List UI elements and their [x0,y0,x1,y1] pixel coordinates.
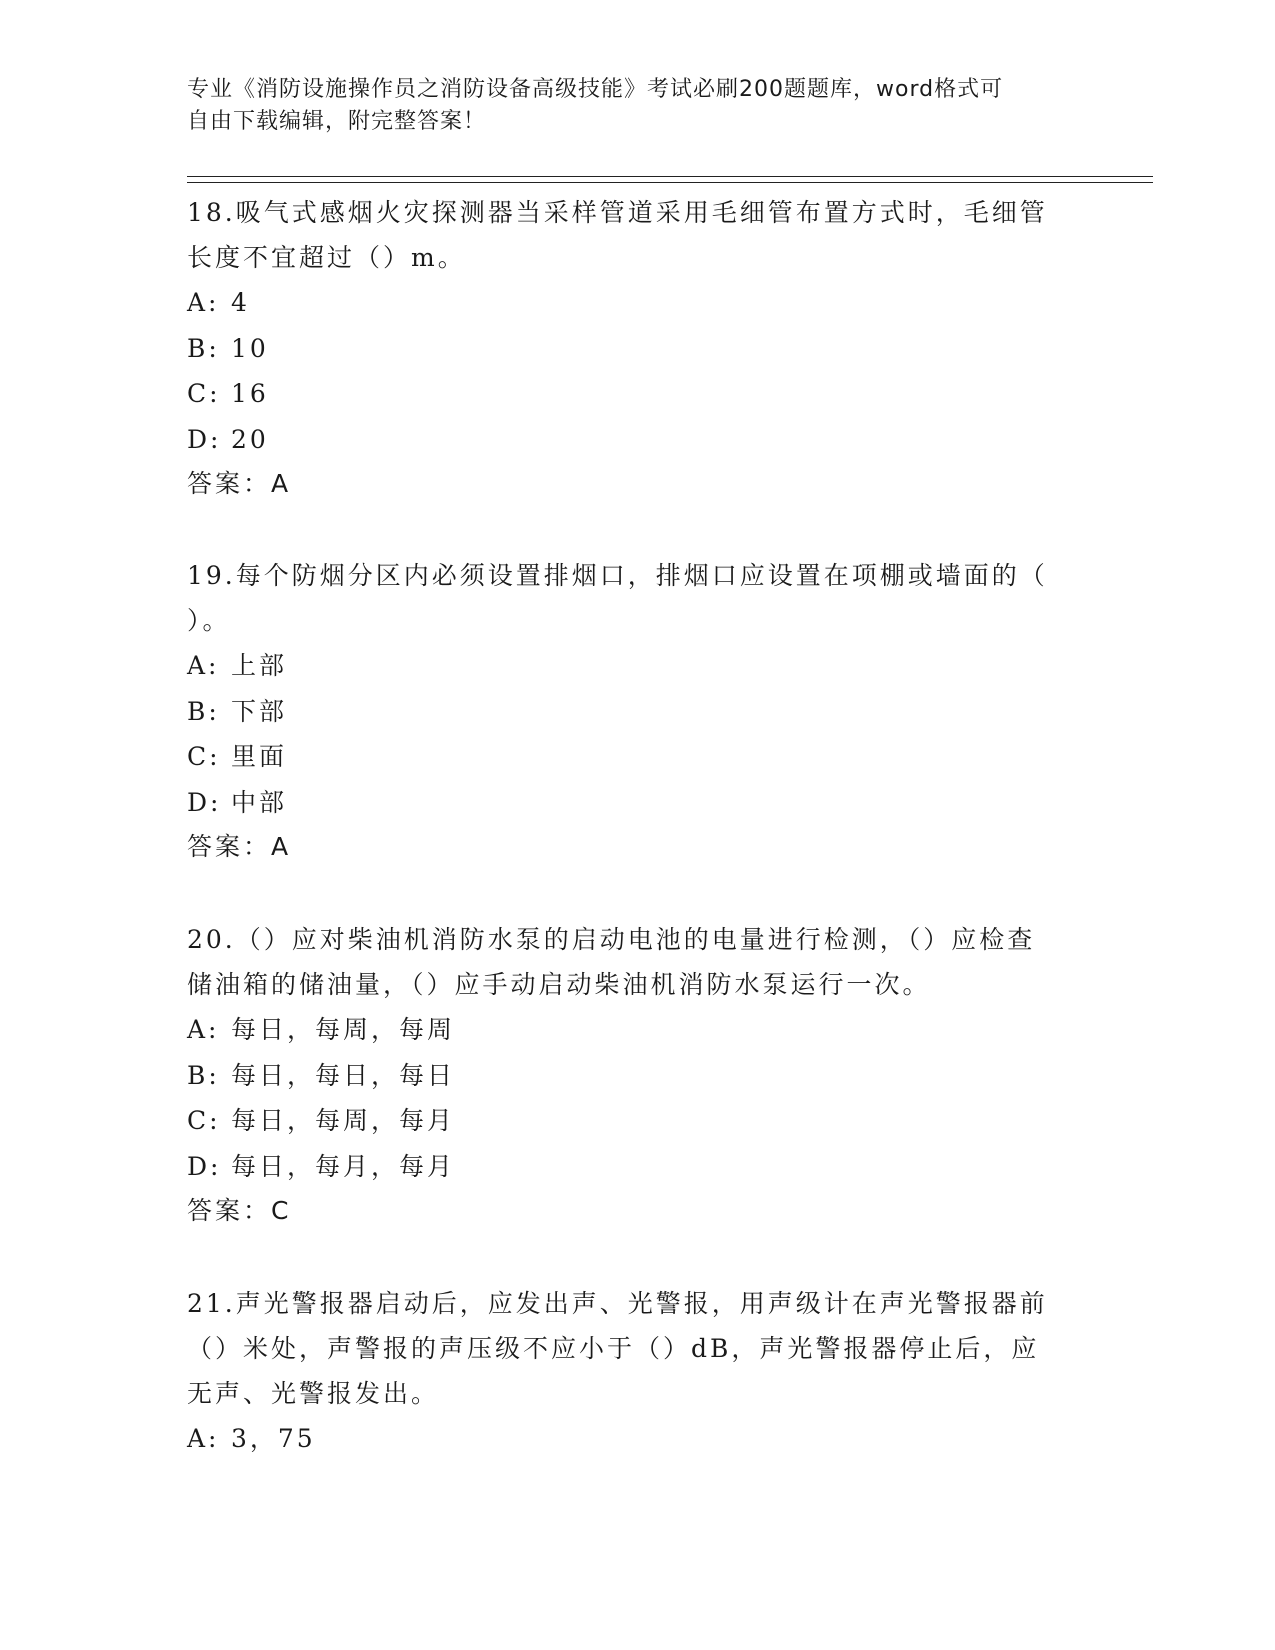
question-stem-line: 18.吸气式感烟火灾探测器当采样管道采用毛细管布置方式时，毛细管 [187,198,1048,227]
header-divider-top [187,176,1153,177]
header-line-1: 专业《消防设施操作员之消防设备高级技能》考试必刷200题题库，word格式可 [187,77,1004,102]
option-letter: D: [187,787,222,817]
option-d [187,780,1087,826]
option-text: 下部 [231,696,288,726]
option-c [187,734,1087,780]
question-stem-line: （）米处，声警报的声压级不应小于（）dB，声光警报器停止后，应 [187,1334,1040,1363]
option-d [187,1144,1087,1190]
option-letter: A: [187,651,220,680]
option-text: 中部 [231,787,288,817]
option-letter: A: [187,1424,220,1453]
header-divider-bottom [187,182,1153,183]
option-a [187,1007,1087,1053]
option-letter: B: [187,696,220,726]
option-letter: C: [187,1106,221,1135]
question-21 [187,1281,1087,1462]
option-letter: D: [187,424,222,454]
option-letter: B: [187,1060,220,1090]
option-text: 每日，每周，每月 [231,1106,456,1135]
option-letter: D: [187,1151,222,1181]
question-18 [187,190,1087,506]
question-stem-line: 20.（）应对柴油机消防水泵的启动电池的电量进行检测，（）应检查 [187,925,1036,954]
answer-line: 答案：A [187,469,292,498]
option-d [187,417,1087,463]
question-stem-line: 储油箱的储油量，（）应手动启动柴油机消防水泵运行一次。 [187,970,931,999]
question-20 [187,917,1087,1233]
question-stem-line: 19.每个防烟分区内必须设置排烟口，排烟口应设置在项棚或墙面的（ [187,561,1048,590]
option-b [187,326,1087,372]
option-b [187,1053,1087,1099]
option-letter: A: [187,288,220,317]
answer-line: 答案：A [187,832,292,861]
option-c [187,1098,1087,1144]
question-stem-line: 长度不宜超过（）m。 [187,243,466,272]
question-stem-line: 21.声光警报器启动后，应发出声、光警报，用声级计在声光警报器前 [187,1289,1048,1318]
option-text: 每日，每日，每日 [231,1060,456,1090]
option-text: 里面 [231,742,288,771]
option-a [187,1416,1087,1462]
option-text: 10 [231,333,269,363]
option-a [187,643,1087,689]
question-stem-line: 无声、光警报发出。 [187,1379,440,1408]
answer-line: 答案：C [187,1196,292,1225]
option-letter: C: [187,379,221,408]
option-letter: C: [187,742,221,771]
document-header [187,74,1067,138]
option-c [187,371,1087,417]
header-line-2: 自由下载编辑，附完整答案！ [187,109,487,134]
option-text: 上部 [231,651,288,680]
option-a [187,280,1087,326]
option-text: 4 [231,288,250,317]
option-b [187,689,1087,735]
option-text: 16 [231,379,269,408]
question-19 [187,553,1087,869]
option-text: 3，75 [231,1424,316,1453]
option-letter: A: [187,1015,220,1044]
option-text: 每日，每月，每月 [231,1151,456,1181]
question-stem-line: ）。 [187,606,231,635]
option-letter: B: [187,333,220,363]
option-text: 20 [231,424,269,454]
option-text: 每日，每周，每周 [231,1015,456,1044]
